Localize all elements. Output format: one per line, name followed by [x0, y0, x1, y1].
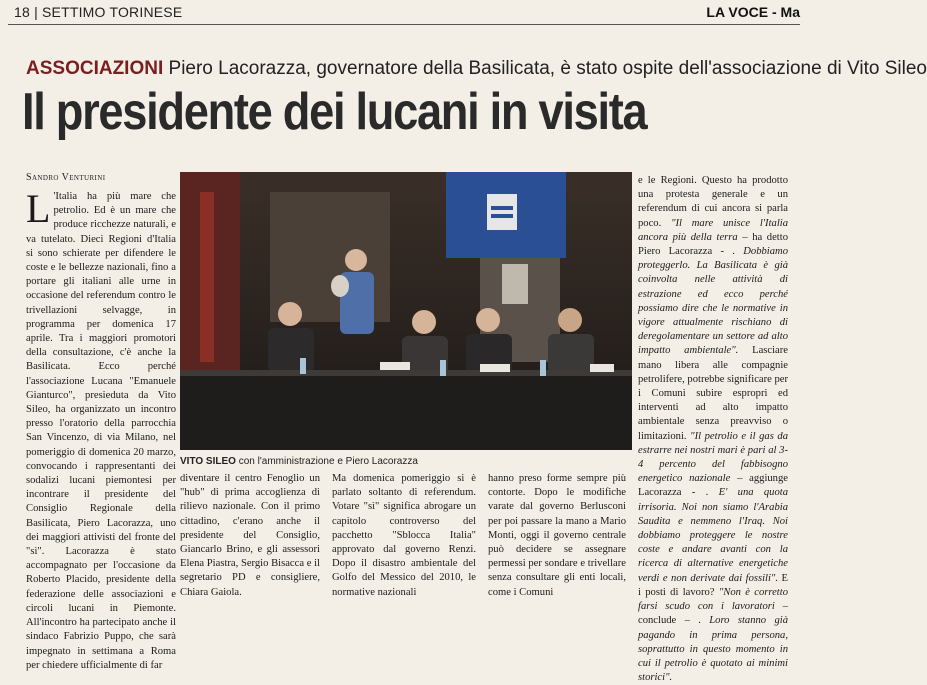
section-name: SETTIMO TORINESE	[42, 4, 183, 20]
headline: Il presidente dei lucani in visita	[22, 83, 647, 141]
article-column-1	[26, 186, 176, 673]
quote-6: Loro stanno già pagando in prima persona, soprattutto in questo momento in cui il petrolio è quotato ai minimi storici".	[638, 615, 788, 684]
caption-text: con l'amministrazione e Piero Lacorazza	[238, 456, 418, 467]
quote-2: Dobbiamo proteggerlo. La Basilicata è già coinvolta nelle attività di estrazione ed ecco perché possiamo dire che le normative in vigore attualmente rischiano di deregolamentare un settore ad alto impatto ambientale".	[638, 246, 788, 357]
column-5-text-d: – aggiunge Lacorazza - .	[638, 473, 788, 499]
column-5-text-c: Lasciare mano libera alle compagnie petrolifere, potrebbe significare per i Comuni subire espropri ed interventi ad alto impatto ambientale senza preavviso o limitazioni.	[638, 345, 789, 442]
kicker	[26, 58, 927, 80]
column-1-text: 'Italia ha più mare che petrolio. Ed è un mare che produce ricchezze naturali, e va tutelato. Dieci Regioni d'Italia si sono schierate per difendere le coste e le bellezze nazionali, fino a portare gli italiani alle urne in occasione del referendum contro le trivellazioni selvagge, in programma per domenica 17 aprile. Tra i maggiori promotori della consultazione, c'è anche la Basilicata. Ecco perché l'associazione Lucana "Emanuele Gianturco", presieduta da Vito Sileo, ha organizzato un incontro presso l'oratorio della parrocchia San Vincenzo, di via Milano, nel pomeriggio di domenica 20 marzo, convocando i rappresentanti dei sodalizi lucani piemontesi per incontrare il presidente del Consiglio Regionale della Basilicata, Piero Lacorazza, uno dei maggiori attivisti del fronte del "sì". Lacorazza è stato accompagnato per l'occasione da Roberto Placido, presidente della federazione delle associazioni e circoli lucani in Piemonte. All'incontro ha partecipato anche il sindaco Fabrizio Puppo, che sarà impegnato in settimana a Roma per chiedere ufficialmente di far	[26, 191, 176, 671]
article-column-2	[180, 472, 320, 600]
quote-1: "Il mare unisce l'Italia ancora più della terra	[638, 217, 788, 243]
article-column-5	[638, 174, 788, 685]
article-column-4	[488, 472, 626, 600]
byline: Sandro Venturini	[26, 172, 106, 183]
column-3-text: Ma domenica pomeriggio si è parlato soltanto di referendum. Votare "sì" significa abrogare un capitolo controverso del pacchetto "Sblocca Italia" approvato dal governo Renzi. Dopo il disastro ambientale del Golfo del Messico del 2010, le normative nazionali	[332, 473, 476, 598]
kicker-tag: ASSOCIAZIONI	[26, 58, 164, 79]
article-photo	[180, 172, 632, 450]
quote-3: "Il petrolio e il gas da estrarre nei nostri mari è pari al 3-4 percento del fabbisogno energetico nazionale	[638, 430, 788, 485]
page-header-left	[14, 4, 182, 20]
column-5-text-f: – conclude – .	[638, 601, 788, 627]
quote-5: "Non è corretto farsi scudo con i lavoratori	[638, 586, 788, 613]
photo-illustration	[180, 172, 632, 450]
page-number: 18	[14, 4, 30, 20]
column-5-text-a: e le Regioni. Questo ha prodotto una protesta generale e un referendum di cui ancora si parla poco.	[638, 175, 788, 229]
photo-caption	[180, 456, 418, 467]
quote-4: E' una quota irrisoria. Noi non siamo l'Arabia Saudita e nemmeno l'Iraq. Noi dobbiamo proteggere le nostre coste e andare avanti con la ricerca di alternative energetiche verdi e non derivate dai fossili".	[638, 487, 788, 584]
column-5-text-b: – ha detto Piero Lacorazza - .	[638, 231, 788, 258]
newspaper-name: LA VOCE - Ma	[706, 4, 800, 20]
dropcap: L	[26, 186, 51, 231]
column-2-text: diventare il centro Fenoglio un "hub" di prima accoglienza di rilievo nazionale. Con il primo cittadino, c'erano anche il presidente del Consiglio, Giancarlo Brino, e gli assessori Elena Piastra, Sergio Bisacca e il segretario PD e consigliere, Chiara Gaiola.	[180, 473, 320, 598]
header-rule	[8, 24, 800, 25]
column-4-text: hanno preso forme sempre più contorte. Dopo le modifiche varate dal governo Berlusconi per poi passare la mano a Mario Monti, oggi il governo centrale può decidere se assegnare permessi per sondare e trivellare senza consultare gli enti locali, come i Comuni	[488, 473, 626, 598]
caption-name: VITO SILEO	[180, 456, 236, 467]
kicker-text: Piero Lacorazza, governatore della Basilicata, è stato ospite dell'associazione di Vito Sileo	[168, 58, 927, 79]
column-5-text-e: E i posti di lavoro?	[638, 572, 788, 598]
article-column-3	[332, 472, 476, 600]
header-separator: |	[34, 4, 38, 20]
